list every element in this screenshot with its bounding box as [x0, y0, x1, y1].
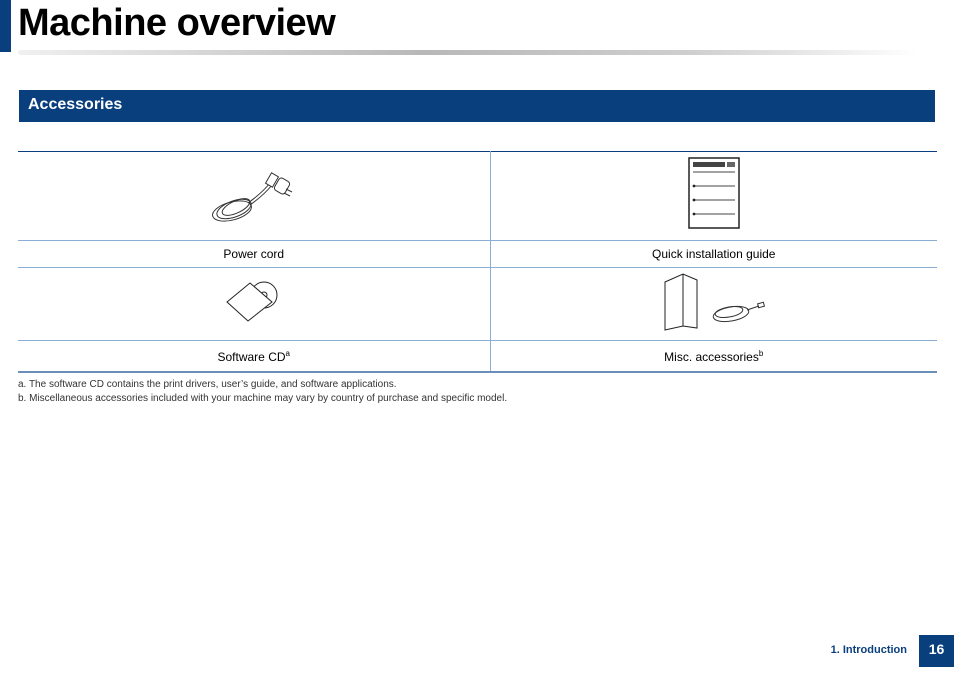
software-cd-image-cell — [18, 268, 490, 341]
page-number: 16 — [919, 635, 954, 667]
power-cord-label-cell — [18, 241, 490, 268]
power-cord-label: Power cord — [223, 247, 285, 261]
footnote-ref-a[interactable]: a — [285, 348, 290, 358]
quick-guide-label-cell — [490, 241, 937, 268]
quick-guide-image-cell — [490, 152, 937, 241]
software-cd-label-cell — [18, 341, 490, 373]
footnotes — [18, 378, 507, 406]
title-divider — [18, 50, 918, 55]
quick-guide-icon — [684, 156, 744, 232]
chapter-link[interactable]: 1. Introduction — [830, 644, 907, 656]
section-title: Accessories — [28, 96, 123, 113]
misc-accessories-image-cell — [490, 268, 937, 341]
footnote-a: a. The software CD contains the print drivers, user’s guide, and software applications. — [18, 379, 397, 390]
misc-accessories-icon — [659, 272, 769, 332]
power-cord-image-cell — [18, 152, 490, 241]
misc-accessories-label: Misc. accessories — [664, 349, 759, 364]
software-cd-icon — [224, 280, 284, 324]
footnote-b: b. Miscellaneous accessories included with your machine may vary by country of purchase and specific model. — [18, 393, 508, 404]
software-cd-label: Software CD — [217, 349, 286, 364]
header-accent-bar — [0, 0, 11, 52]
misc-accessories-label-cell — [490, 341, 937, 373]
accessories-table — [18, 151, 937, 373]
power-cord-icon — [204, 159, 304, 229]
section-header — [19, 90, 935, 122]
page-title: Machine overview — [18, 2, 336, 44]
footnote-ref-b[interactable]: b — [758, 348, 764, 358]
quick-guide-label: Quick installation guide — [652, 247, 776, 261]
